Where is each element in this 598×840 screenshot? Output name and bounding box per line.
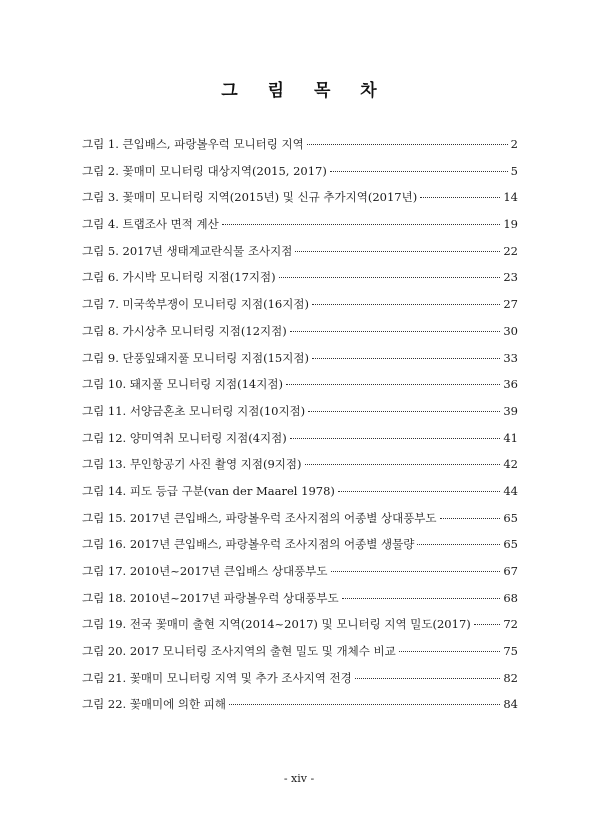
toc-entry[interactable] bbox=[82, 243, 518, 270]
toc-entry-page-number: 33 bbox=[503, 350, 518, 365]
toc-entry-page-number: 22 bbox=[503, 243, 518, 258]
toc-entry-page-number: 67 bbox=[503, 564, 518, 578]
toc-entry-page-number: 36 bbox=[503, 377, 518, 392]
toc-entry-page-number: 75 bbox=[503, 644, 518, 659]
toc-entry-label: 그림 18. 2010년~2017년 파랑볼우럭 상대풍부도 bbox=[82, 590, 339, 605]
toc-entry-label: 그림 1. 큰입배스, 파랑볼우럭 모니터링 지역 bbox=[82, 137, 304, 151]
toc-entry-page-number: 68 bbox=[503, 590, 518, 605]
toc-entry-page-number: 5 bbox=[510, 163, 518, 178]
dot-leader bbox=[312, 304, 500, 305]
dot-leader bbox=[355, 678, 501, 679]
dot-leader bbox=[290, 331, 501, 332]
dot-leader bbox=[286, 384, 500, 385]
dot-leader bbox=[420, 197, 500, 198]
toc-entry-page-number: 2 bbox=[510, 137, 518, 151]
dot-leader bbox=[305, 464, 501, 465]
toc-entry[interactable] bbox=[82, 563, 518, 590]
dot-leader bbox=[308, 411, 500, 412]
toc-entry-label: 그림 7. 미국쑥부쟁이 모니터링 지점(16지점) bbox=[82, 297, 309, 312]
toc-entry[interactable] bbox=[82, 323, 518, 350]
toc-entry-label: 그림 17. 2010년~2017년 큰입배스 상대풍부도 bbox=[82, 564, 328, 578]
figure-list bbox=[82, 136, 518, 723]
toc-entry[interactable] bbox=[82, 643, 518, 670]
toc-entry[interactable] bbox=[82, 350, 518, 377]
toc-entry-label: 그림 9. 단풍잎돼지풀 모니터링 지점(15지점) bbox=[82, 350, 309, 365]
dot-leader bbox=[331, 571, 501, 572]
toc-entry[interactable] bbox=[82, 296, 518, 323]
toc-entry-page-number: 65 bbox=[503, 537, 518, 552]
dot-leader bbox=[312, 358, 500, 359]
toc-entry-label: 그림 20. 2017 모니터링 조사지역의 출현 밀도 및 개체수 비교 bbox=[82, 644, 396, 659]
toc-entry-page-number: 72 bbox=[503, 617, 518, 632]
dot-leader bbox=[295, 251, 500, 252]
dot-leader bbox=[330, 171, 508, 172]
toc-entry[interactable] bbox=[82, 136, 518, 163]
toc-entry[interactable] bbox=[82, 456, 518, 483]
toc-entry[interactable] bbox=[82, 536, 518, 563]
toc-entry-label: 그림 2. 꽃매미 모니터링 대상지역(2015, 2017) bbox=[82, 163, 327, 178]
page-number: - xiv - bbox=[283, 772, 315, 785]
toc-entry-label: 그림 15. 2017년 큰입배스, 파랑볼우럭 조사지점의 어종별 상대풍부도 bbox=[82, 510, 437, 525]
dot-leader bbox=[307, 144, 508, 145]
toc-entry-page-number: 30 bbox=[503, 323, 518, 338]
toc-entry-label: 그림 14. 피도 등급 구분(van der Maarel 1978) bbox=[82, 483, 335, 498]
toc-entry[interactable] bbox=[82, 670, 518, 697]
toc-entry-label: 그림 8. 가시상추 모니터링 지점(12지점) bbox=[82, 323, 287, 338]
toc-entry-label: 그림 10. 돼지풀 모니터링 지점(14지점) bbox=[82, 377, 283, 392]
dot-leader bbox=[229, 704, 500, 705]
toc-entry[interactable] bbox=[82, 376, 518, 403]
toc-entry-page-number: 65 bbox=[503, 510, 518, 525]
dot-leader bbox=[338, 491, 500, 492]
toc-entry-label: 그림 13. 무인항공기 사진 촬영 지점(9지점) bbox=[82, 457, 302, 472]
page-title: 그 림 목 차 bbox=[221, 81, 389, 101]
toc-entry-page-number: 42 bbox=[503, 457, 518, 472]
toc-entry[interactable] bbox=[82, 696, 518, 723]
toc-entry-page-number: 14 bbox=[503, 190, 518, 205]
toc-entry-label: 그림 21. 꽃매미 모니터링 지역 및 추가 조사지역 전경 bbox=[82, 670, 352, 685]
dot-leader bbox=[417, 544, 500, 545]
toc-entry[interactable] bbox=[82, 590, 518, 617]
toc-entry[interactable] bbox=[82, 163, 518, 190]
toc-entry-page-number: 44 bbox=[503, 483, 518, 498]
toc-entry-page-number: 23 bbox=[503, 270, 518, 285]
dot-leader bbox=[279, 277, 501, 278]
toc-entry[interactable] bbox=[82, 616, 518, 643]
dot-leader bbox=[440, 518, 501, 519]
dot-leader bbox=[290, 438, 501, 439]
dot-leader bbox=[222, 224, 501, 225]
toc-entry-page-number: 82 bbox=[503, 670, 518, 685]
toc-entry[interactable] bbox=[82, 403, 518, 430]
toc-entry[interactable] bbox=[82, 483, 518, 510]
toc-entry-label: 그림 22. 꽃매미에 의한 피해 bbox=[82, 697, 226, 712]
toc-entry-page-number: 84 bbox=[503, 697, 518, 712]
toc-entry-label: 그림 4. 트랩조사 면적 계산 bbox=[82, 217, 219, 232]
toc-entry-page-number: 19 bbox=[503, 217, 518, 232]
toc-entry[interactable] bbox=[82, 269, 518, 296]
toc-entry-label: 그림 3. 꽃매미 모니터링 지역(2015년) 및 신규 추가지역(2017년) bbox=[82, 190, 418, 205]
dot-leader bbox=[399, 651, 501, 652]
toc-entry-page-number: 39 bbox=[503, 403, 518, 418]
toc-entry-label: 그림 16. 2017년 큰입배스, 파랑볼우럭 조사지점의 어종별 생물량 bbox=[82, 537, 415, 552]
dot-leader bbox=[474, 624, 501, 625]
toc-entry[interactable] bbox=[82, 510, 518, 537]
dot-leader bbox=[342, 598, 501, 599]
toc-entry-label: 그림 6. 가시박 모니터링 지점(17지점) bbox=[82, 270, 276, 285]
toc-entry-page-number: 41 bbox=[503, 430, 518, 445]
toc-entry[interactable] bbox=[82, 430, 518, 457]
toc-entry[interactable] bbox=[82, 216, 518, 243]
toc-entry-page-number: 27 bbox=[503, 297, 518, 312]
toc-entry-label: 그림 11. 서양금혼초 모니터링 지점(10지점) bbox=[82, 403, 306, 418]
toc-entry[interactable] bbox=[82, 189, 518, 216]
toc-entry-label: 그림 19. 전국 꽃매미 출현 지역(2014~2017) 및 모니터링 지역 밀도(2017) bbox=[82, 617, 471, 632]
toc-entry-label: 그림 5. 2017년 생태계교란식물 조사지점 bbox=[82, 243, 293, 258]
toc-entry-label: 그림 12. 양미역취 모니터링 지점(4지점) bbox=[82, 430, 287, 445]
